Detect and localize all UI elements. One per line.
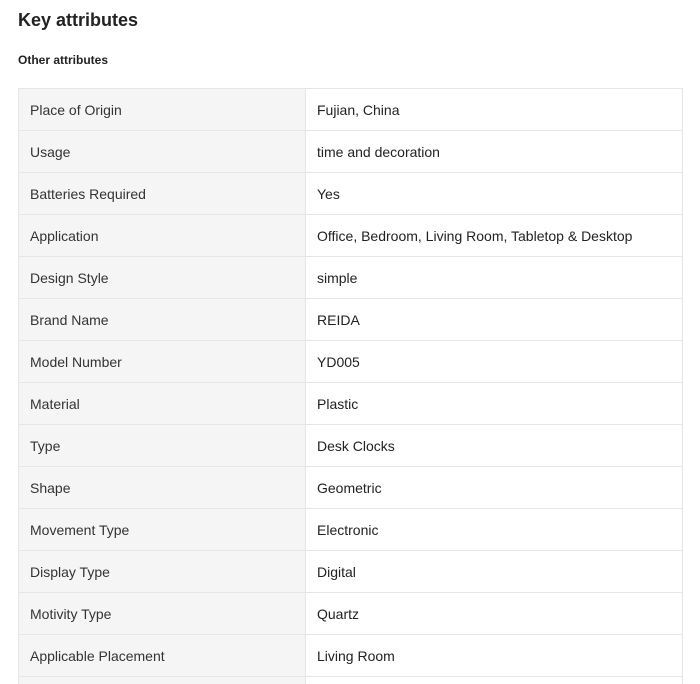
attribute-value: Desk Clocks	[306, 425, 683, 467]
attribute-name: Shape	[19, 467, 306, 509]
attribute-value: Digital	[306, 551, 683, 593]
attribute-value: REIDA	[306, 299, 683, 341]
table-row	[19, 593, 683, 635]
attribute-value: simple	[306, 257, 683, 299]
table-row	[19, 131, 683, 173]
attribute-name: Place of Origin	[19, 89, 306, 131]
table-row	[19, 551, 683, 593]
attribute-value: Quartz	[306, 593, 683, 635]
attribute-value: Electronic	[306, 509, 683, 551]
table-row	[19, 299, 683, 341]
attribute-name: Display Type	[19, 551, 306, 593]
table-row	[19, 383, 683, 425]
attribute-value: time and decoration	[306, 131, 683, 173]
section-subtitle: Other attributes	[18, 53, 109, 67]
table-row	[19, 173, 683, 215]
table-row	[19, 89, 683, 131]
table-row	[19, 341, 683, 383]
attribute-name: Motivity Type	[19, 593, 306, 635]
table-row	[19, 467, 683, 509]
attribute-value: Plastic	[306, 383, 683, 425]
table-row	[19, 257, 683, 299]
attribute-name: Type	[19, 425, 306, 467]
attribute-name: Brand Name	[19, 299, 306, 341]
attribute-name: Batteries Required	[19, 173, 306, 215]
attribute-name: Material	[19, 383, 306, 425]
table-row	[19, 677, 683, 684]
attribute-value: Office, Bedroom, Living Room, Tabletop & Desktop	[306, 215, 683, 257]
attribute-value: Yes	[306, 173, 683, 215]
attributes-table	[18, 88, 683, 684]
section-title: Key attributes	[18, 10, 139, 30]
table-row	[19, 425, 683, 467]
attribute-name	[19, 677, 306, 684]
attribute-value: Geometric	[306, 467, 683, 509]
attribute-value	[306, 677, 683, 684]
table-row	[19, 215, 683, 257]
attributes-table-body	[19, 89, 683, 684]
attribute-name: Movement Type	[19, 509, 306, 551]
attribute-value: Fujian, China	[306, 89, 683, 131]
table-row	[19, 635, 683, 677]
attribute-value: Living Room	[306, 635, 683, 677]
table-row	[19, 509, 683, 551]
attribute-name: Application	[19, 215, 306, 257]
attribute-value: YD005	[306, 341, 683, 383]
attribute-name: Design Style	[19, 257, 306, 299]
attribute-name: Usage	[19, 131, 306, 173]
attribute-name: Applicable Placement	[19, 635, 306, 677]
attribute-name: Model Number	[19, 341, 306, 383]
